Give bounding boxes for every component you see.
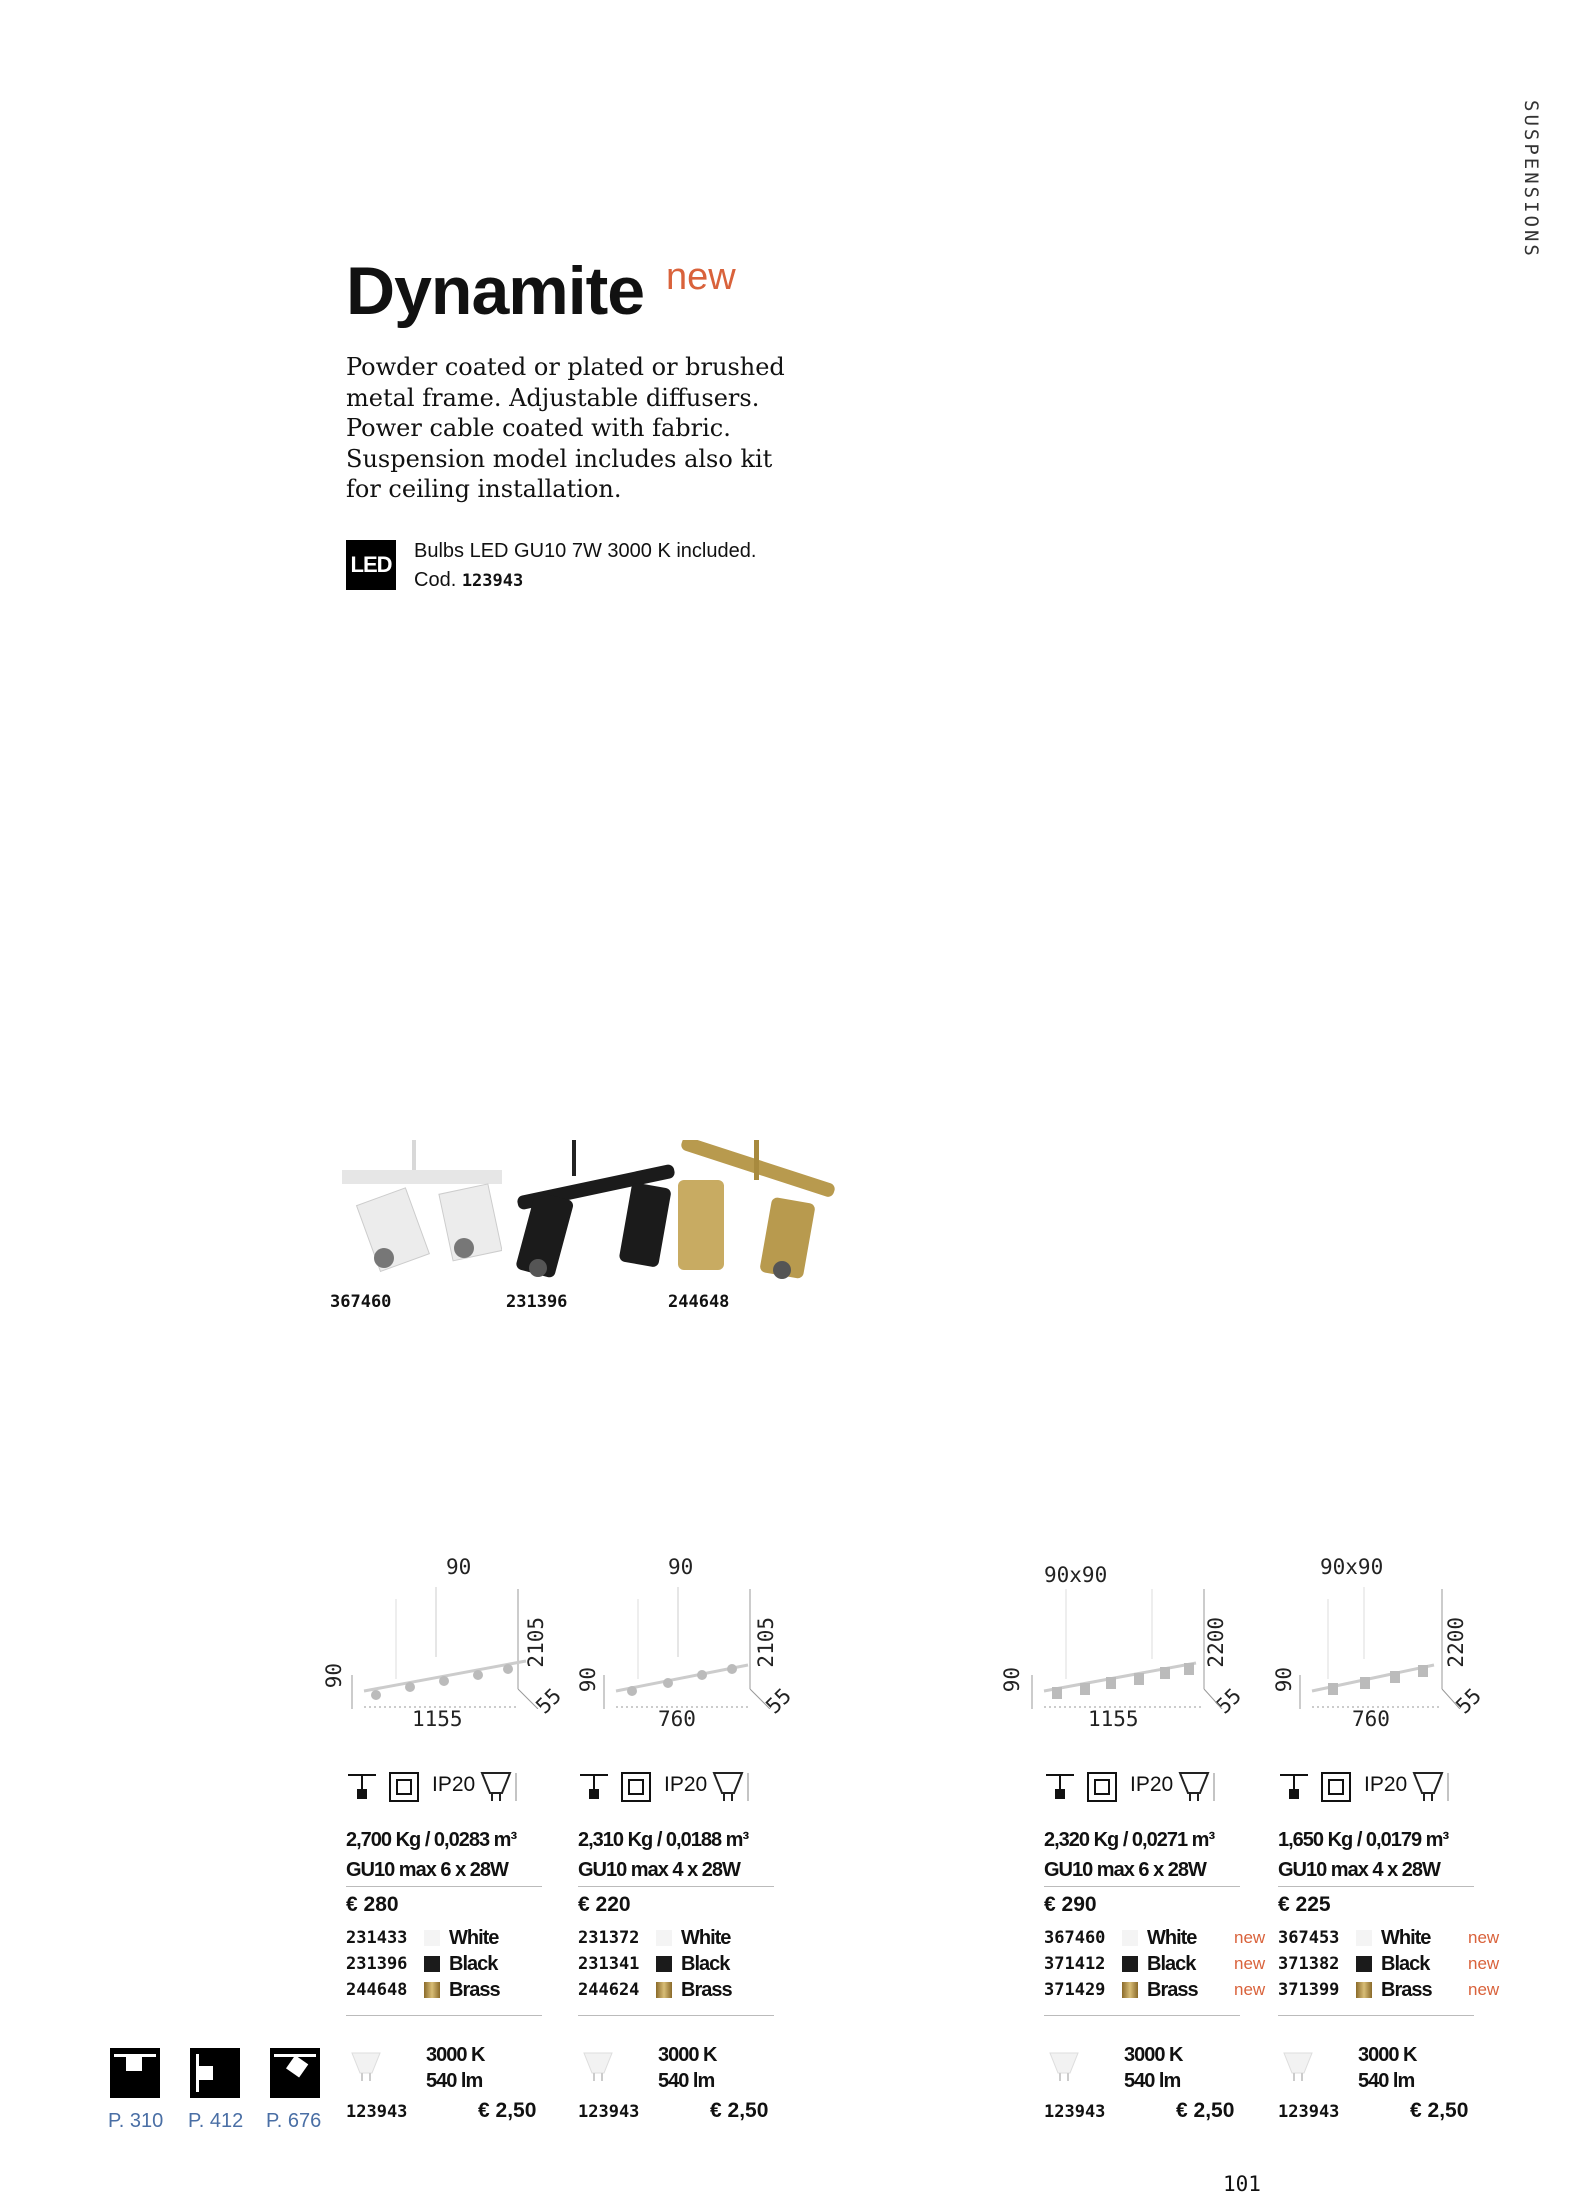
dim-bottom: 760 [658, 1707, 696, 1731]
variant-row [578, 1925, 732, 1951]
bulb-temp: 3000 K [1124, 2044, 1183, 2066]
led-info [414, 537, 756, 596]
divider [346, 1886, 542, 1887]
bulb-lumen: 540 lm [426, 2070, 483, 2092]
variant-code: 371412 [1044, 1954, 1106, 1974]
variant-code: 367460 [1044, 1928, 1106, 1948]
dim-left: 90 [1000, 1667, 1024, 1693]
variant-code: 371382 [1278, 1954, 1340, 1974]
product-column [1000, 1555, 1266, 2155]
gu10-bulb-included-icon [1176, 1769, 1220, 1805]
class-ii-icon [1320, 1771, 1354, 1803]
variant-code: 367453 [1278, 1928, 1340, 1948]
bulb-price: € 2,50 [478, 2099, 537, 2122]
dim-depth: 55 [1211, 1683, 1247, 1719]
weight-volume: 2,700 Kg / 0,0283 m³ [346, 1829, 517, 1851]
product-column [322, 1555, 567, 2155]
swatch-brass [656, 1982, 672, 1998]
suspension-mount-glyph-icon [110, 2048, 160, 2098]
bulb-details [1124, 2042, 1183, 2094]
dim-left: 90 [576, 1667, 600, 1693]
dim-depth: 55 [761, 1683, 797, 1719]
gu10-bulb-icon [346, 2045, 386, 2085]
gu10-bulb-icon [1044, 2045, 1084, 2085]
variant-code: 371429 [1044, 1980, 1106, 2000]
variant-color: Brass [449, 1978, 500, 2001]
thumbnail-white [342, 1140, 502, 1280]
product-title: Dynamite [346, 253, 645, 329]
bulb-spec: GU10 max 4 x 28W [578, 1859, 740, 1881]
divider [578, 1886, 774, 1887]
page-ref-link[interactable]: P. 412 [188, 2110, 244, 2132]
led-cod-line [414, 566, 756, 596]
bulb-details [658, 2042, 717, 2094]
spot-mount-icon[interactable] [270, 2048, 320, 2098]
bulb-lumen: 540 lm [658, 2070, 715, 2092]
page-ref-link[interactable]: P. 676 [266, 2110, 322, 2132]
dim-left: 90 [322, 1663, 346, 1689]
lamp-white-icon [342, 1140, 502, 1280]
swatch-brass [1356, 1982, 1372, 1998]
variant-code: 231341 [578, 1954, 640, 1974]
variant-row [1278, 1977, 1500, 2003]
spot-mount-glyph-icon [270, 2048, 320, 2098]
variant-color: Brass [1147, 1978, 1198, 2001]
variant-row [578, 1951, 732, 1977]
bulb-code: 123943 [346, 2102, 408, 2122]
dim-top: 90x90 [1320, 1555, 1384, 1579]
variant-code: 231396 [346, 1954, 408, 1974]
new-tag: new [1234, 1954, 1266, 1973]
bulb-code: 123943 [1044, 2102, 1106, 2122]
class-ii-icon [620, 1771, 654, 1803]
spec-block [346, 1825, 516, 1885]
gu10-bulb-included-icon [478, 1769, 522, 1805]
spec-block [1278, 1825, 1448, 1885]
ip-rating: IP20 [1130, 1773, 1174, 1796]
weight-volume: 2,320 Kg / 0,0271 m³ [1044, 1829, 1215, 1851]
class-ii-icon [388, 1771, 422, 1803]
dim-bottom: 1155 [412, 1707, 463, 1731]
bulb-code: 123943 [1278, 2102, 1340, 2122]
bulb-price: € 2,50 [710, 2099, 769, 2122]
page-number: 101 [1223, 2172, 1261, 2196]
lamp-black-icon [516, 1140, 676, 1280]
bulb-spec: GU10 max 6 x 28W [346, 1859, 508, 1881]
variant-list [1044, 1925, 1266, 2003]
variant-code: 231372 [578, 1928, 640, 1948]
bulb-lumen: 540 lm [1358, 2070, 1415, 2092]
dimension-drawing-icon [346, 1579, 546, 1709]
icon-row [578, 1769, 808, 1805]
gu10-bulb-icon [578, 2045, 618, 2085]
gu10-bulb-included-icon [710, 1769, 754, 1805]
dimension-drawing-icon [598, 1579, 778, 1709]
swatch-black [1122, 1956, 1138, 1972]
page-ref-link[interactable]: P. 310 [108, 2110, 164, 2132]
swatch-white [1356, 1930, 1372, 1946]
led-cod: 123943 [461, 571, 524, 591]
bulb-price: € 2,50 [1176, 2099, 1235, 2122]
bulb-temp: 3000 K [1358, 2044, 1417, 2066]
section-label: SUSPENSIONS [1520, 100, 1542, 259]
product-column [578, 1555, 798, 2155]
suspension-mount-icon[interactable] [110, 2048, 160, 2098]
variant-list [578, 1925, 732, 2003]
variant-color: Black [1381, 1952, 1430, 1975]
variant-list [1278, 1925, 1500, 2003]
product-column [1272, 1555, 1500, 2155]
swatch-white [1122, 1930, 1138, 1946]
variant-list [346, 1925, 500, 2003]
new-tag: new [1234, 1928, 1266, 1947]
lamp-brass-icon [678, 1140, 838, 1280]
variant-code: 244624 [578, 1980, 640, 2000]
led-cod-label: Cod. [414, 569, 457, 591]
dim-left: 90 [1272, 1667, 1296, 1693]
weight-volume: 2,310 Kg / 0,0188 m³ [578, 1829, 749, 1851]
swatch-brass [1122, 1982, 1138, 1998]
thumbnail-code: 231396 [506, 1292, 568, 1312]
ceiling-mount-icon [1278, 1771, 1312, 1803]
gu10-bulb-included-icon [1410, 1769, 1454, 1805]
price: € 225 [1278, 1893, 1331, 1916]
dim-height: 2105 [524, 1617, 548, 1668]
dim-depth: 55 [1451, 1683, 1487, 1719]
dim-depth: 55 [531, 1683, 567, 1719]
icon-row [346, 1769, 576, 1805]
bulb-details [426, 2042, 485, 2094]
variant-color: Black [1147, 1952, 1196, 1975]
new-tag: new [1468, 1928, 1500, 1947]
new-badge: new [666, 256, 736, 298]
variant-row [346, 1977, 500, 2003]
dim-bottom: 760 [1352, 1707, 1390, 1731]
bulb-lumen: 540 lm [1124, 2070, 1181, 2092]
led-badge-icon [346, 540, 396, 590]
bulb-spec: GU10 max 6 x 28W [1044, 1859, 1206, 1881]
variant-color: White [681, 1926, 731, 1949]
icon-row [1278, 1769, 1508, 1805]
weight-volume: 1,650 Kg / 0,0179 m³ [1278, 1829, 1449, 1851]
class-ii-icon [1086, 1771, 1120, 1803]
ceiling-mount-icon [346, 1771, 380, 1803]
gu10-bulb-icon [1278, 2045, 1318, 2085]
ip-rating: IP20 [1364, 1773, 1408, 1796]
variant-color: White [1147, 1926, 1197, 1949]
led-line: Bulbs LED GU10 7W 3000 K included. [414, 540, 757, 562]
wall-mount-glyph-icon [190, 2048, 240, 2098]
variant-row [1278, 1925, 1500, 1951]
swatch-black [424, 1956, 440, 1972]
dimension-drawing-icon [1026, 1579, 1226, 1709]
ip-rating: IP20 [664, 1773, 708, 1796]
divider [1278, 2015, 1474, 2016]
new-tag: new [1468, 1954, 1500, 1973]
variant-color: Black [681, 1952, 730, 1975]
divider [346, 2015, 542, 2016]
dimension-drawing-icon [1294, 1579, 1464, 1709]
dim-top: 90x90 [1044, 1563, 1108, 1587]
spec-block [578, 1825, 748, 1885]
dim-bottom: 1155 [1088, 1707, 1139, 1731]
bulb-temp: 3000 K [658, 2044, 717, 2066]
ceiling-mount-icon [578, 1771, 612, 1803]
bulb-temp: 3000 K [426, 2044, 485, 2066]
variant-color: White [449, 1926, 499, 1949]
product-description: Powder coated or plated or brushed metal frame. Adjustable diffusers. Power cable coated with fabric. Suspension model includes also kit for ceiling installation. [346, 353, 785, 503]
icon-row [1044, 1769, 1274, 1805]
swatch-brass [424, 1982, 440, 1998]
variant-color: Brass [681, 1978, 732, 2001]
variant-row [1044, 1925, 1266, 1951]
variant-code: 371399 [1278, 1980, 1340, 2000]
bulb-code: 123943 [578, 2102, 640, 2122]
variant-color: Brass [1381, 1978, 1432, 2001]
led-badge-label: LED [350, 552, 392, 577]
variant-color: White [1381, 1926, 1431, 1949]
thumbnail-code: 244648 [668, 1292, 730, 1312]
variant-row [578, 1977, 732, 2003]
new-tag: new [1234, 1980, 1266, 1999]
thumbnail-code: 367460 [330, 1292, 392, 1312]
variant-row [1044, 1977, 1266, 2003]
swatch-black [656, 1956, 672, 1972]
bulb-spec: GU10 max 4 x 28W [1278, 1859, 1440, 1881]
dim-top: 90 [668, 1555, 694, 1579]
thumbnail-brass [678, 1140, 838, 1280]
variant-row [346, 1925, 500, 1951]
bulb-price: € 2,50 [1410, 2099, 1469, 2122]
swatch-white [656, 1930, 672, 1946]
divider [578, 2015, 774, 2016]
new-tag: new [1468, 1980, 1500, 1999]
variant-code: 231433 [346, 1928, 408, 1948]
swatch-black [1356, 1956, 1372, 1972]
divider [1044, 1886, 1240, 1887]
swatch-white [424, 1930, 440, 1946]
variant-row [1278, 1951, 1500, 1977]
dim-height: 2200 [1204, 1617, 1228, 1668]
variant-row [1044, 1951, 1266, 1977]
variant-row [346, 1951, 500, 1977]
variant-code: 244648 [346, 1980, 408, 2000]
price: € 290 [1044, 1893, 1097, 1916]
price: € 280 [346, 1893, 399, 1916]
bulb-details [1358, 2042, 1417, 2094]
dim-height: 2105 [754, 1617, 778, 1668]
divider [1044, 2015, 1240, 2016]
ceiling-mount-icon [1044, 1771, 1078, 1803]
spec-block [1044, 1825, 1214, 1885]
ip-rating: IP20 [432, 1773, 476, 1796]
divider [1278, 1886, 1474, 1887]
dim-top: 90 [446, 1555, 472, 1579]
dim-height: 2200 [1444, 1617, 1468, 1668]
variant-color: Black [449, 1952, 498, 1975]
thumbnail-black [516, 1140, 676, 1280]
price: € 220 [578, 1893, 631, 1916]
wall-mount-icon[interactable] [190, 2048, 240, 2098]
